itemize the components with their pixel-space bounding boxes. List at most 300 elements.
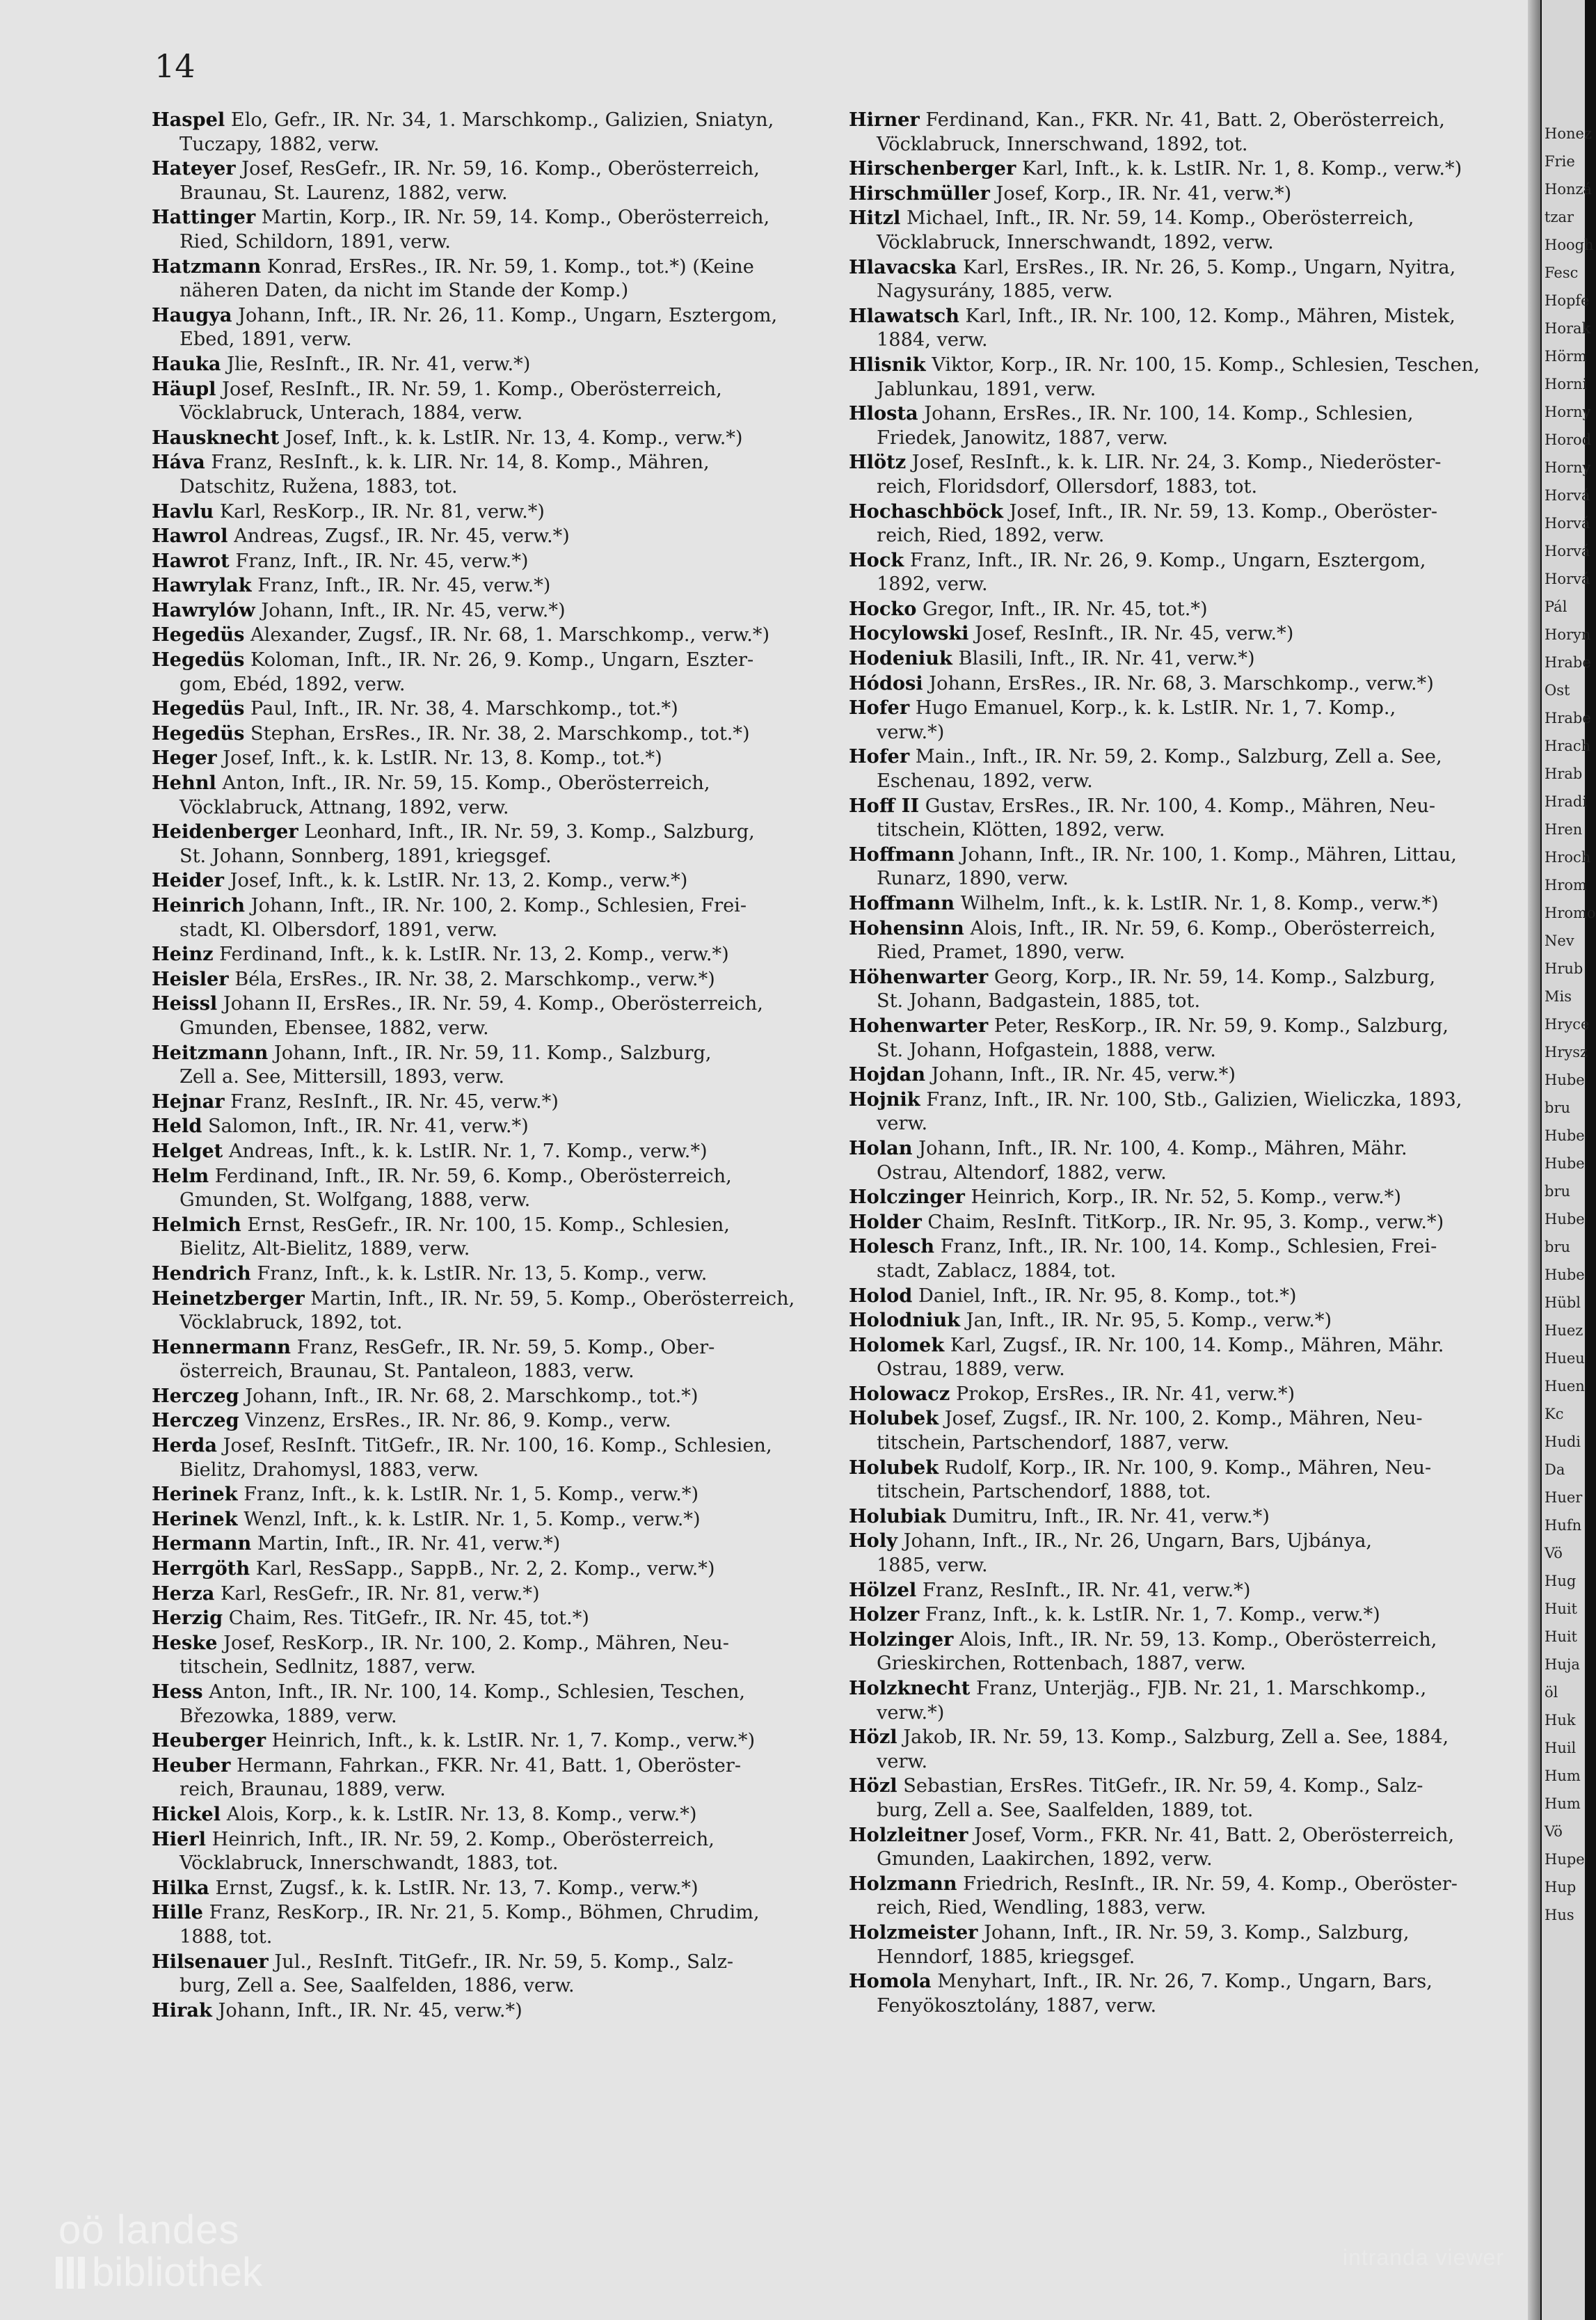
- entry-details: Gregor, Inft., IR. Nr. 45, tot.*): [916, 598, 1208, 620]
- register-entry: [152, 1384, 820, 1409]
- register-entry: [152, 1507, 820, 1532]
- register-entry: [152, 1999, 820, 2024]
- entry-surname: Holzleitner: [849, 1823, 968, 1846]
- entry-surname: Hlavacska: [849, 255, 957, 278]
- adjacent-page-fragment: Hromo: [1545, 905, 1596, 921]
- entry-surname: Hickel: [152, 1802, 221, 1825]
- register-entry: [849, 745, 1524, 793]
- entry-surname: Holy: [849, 1530, 897, 1552]
- entry-details: Rudolf, Korp., IR. Nr. 100, 9. Komp., Mähren, Neu-: [939, 1456, 1432, 1479]
- entry-details: Anton, Inft., IR. Nr. 100, 14. Komp., Schlesien, Teschen,: [202, 1681, 746, 1703]
- entry-continuation: stadt, Zablacz, 1884, tot.: [877, 1260, 1117, 1282]
- adjacent-page-fragment: Huez: [1545, 1322, 1583, 1339]
- entry-surname: Holczinger: [849, 1186, 965, 1209]
- entry-surname: Hoffmann: [849, 892, 955, 914]
- register-entry: [849, 206, 1524, 255]
- entry-details: Gustav, ErsRes., IR. Nr. 100, 4. Komp., Mähren, Neu-: [919, 795, 1436, 817]
- entry-surname: Hlosta: [849, 402, 918, 425]
- entry-surname: Hattinger: [152, 206, 256, 229]
- register-entry: [849, 182, 1524, 207]
- register-entry: [152, 1950, 820, 1999]
- entry-surname: Hierl: [152, 1827, 206, 1850]
- entry-surname: Hess: [152, 1681, 203, 1703]
- entry-details: Franz, Inft., IR. Nr. 100, 14. Komp., Schlesien, Frei-: [934, 1236, 1437, 1258]
- adjacent-page-fragment: Hube: [1545, 1266, 1585, 1283]
- adjacent-page-fragment: Huil: [1545, 1740, 1577, 1756]
- adjacent-page-fragment: Hube: [1545, 1211, 1585, 1227]
- entry-details: Franz, Inft., k. k. LstIR. Nr. 13, 5. Komp., verw.: [250, 1262, 708, 1285]
- entry-surname: Hermann: [152, 1532, 252, 1555]
- entry-surname: Hoff II: [849, 794, 920, 817]
- entry-details: Josef, ResGefr., IR. Nr. 59, 16. Komp., Oberösterreich,: [235, 158, 760, 180]
- adjacent-page-fragment: Huen: [1545, 1378, 1585, 1395]
- register-entry: [152, 868, 820, 893]
- entry-details: Friedrich, ResInft., IR. Nr. 59, 4. Komp., Oberöster-: [957, 1873, 1458, 1895]
- entry-continuation: Zell a. See, Mittersill, 1893, verw.: [179, 1066, 504, 1088]
- adjacent-page-fragment: Hup: [1545, 1879, 1577, 1896]
- entry-details: Franz, ResGefr., IR. Nr. 59, 5. Komp., Ober-: [291, 1336, 715, 1358]
- adjacent-page-fragment: Horny: [1545, 404, 1591, 420]
- register-entry: [849, 1969, 1524, 2018]
- register-entry: [152, 1262, 820, 1287]
- entry-details: Karl, ResKorp., IR. Nr. 81, verw.*): [214, 500, 545, 523]
- entry-continuation: Fenyökosztolány, 1887, verw.: [877, 1994, 1157, 2017]
- register-entry: [849, 255, 1524, 304]
- entry-continuation: gom, Ebéd, 1892, verw.: [179, 673, 406, 695]
- adjacent-page-fragment: Hrabe: [1545, 654, 1591, 671]
- entry-details: Martin, Inft., IR. Nr. 59, 5. Komp., Oberösterreich,: [304, 1287, 795, 1310]
- register-entry: [849, 1921, 1524, 1969]
- entry-surname: Hitzl: [849, 207, 901, 230]
- entry-continuation: Nagysurány, 1885, verw.: [877, 280, 1113, 303]
- adjacent-page-fragment: tzar: [1545, 209, 1574, 225]
- register-entry: [152, 303, 820, 352]
- entry-details: Ernst, ResGefr., IR. Nr. 100, 15. Komp., Schlesien,: [241, 1214, 730, 1236]
- register-entry: [849, 1872, 1524, 1921]
- register-entry: [152, 1729, 820, 1754]
- register-entry: [849, 304, 1524, 353]
- entry-surname: Hateyer: [152, 157, 236, 180]
- entry-continuation: verw.: [877, 1750, 928, 1772]
- register-entry: [152, 205, 820, 254]
- register-entry: [849, 1529, 1524, 1578]
- adjacent-page-fragment: Huk: [1545, 1712, 1576, 1729]
- entry-surname: Holzknecht: [849, 1677, 971, 1699]
- adjacent-page-fragment: Hus: [1545, 1907, 1574, 1923]
- entry-surname: Hohenwarter: [849, 1014, 989, 1037]
- register-entry: [152, 893, 820, 942]
- adjacent-page-fragment: Hudi: [1545, 1433, 1581, 1450]
- entry-details: Josef, ResKorp., IR. Nr. 100, 2. Komp., Mähren, Neu-: [217, 1632, 729, 1654]
- register-entry: [849, 1628, 1524, 1676]
- entry-details: Alexander, Zugsf., IR. Nr. 68, 1. Marschkomp., verw.*): [244, 624, 770, 646]
- adjacent-page-fragment: Horvá: [1545, 515, 1590, 532]
- entry-surname: Hohensinn: [849, 916, 964, 939]
- register-entry: [152, 1802, 820, 1827]
- adjacent-page-fragment: Da: [1545, 1461, 1565, 1478]
- entry-surname: Holan: [849, 1136, 913, 1159]
- adjacent-page-fragment: Horvá: [1545, 487, 1590, 504]
- adjacent-page-fragment: Hube: [1545, 1155, 1585, 1172]
- register-entry: [849, 1014, 1524, 1063]
- entry-continuation: Vöcklabruck, Innerschwandt, 1883, tot.: [179, 1852, 559, 1875]
- entry-surname: Herinek: [152, 1507, 238, 1530]
- adjacent-page-fragment: bru: [1545, 1183, 1571, 1200]
- adjacent-page-fragment: Horni: [1545, 376, 1588, 392]
- register-entry: [152, 500, 820, 525]
- entry-surname: Hatzmann: [152, 255, 262, 278]
- adjacent-page-fragment: Hryce: [1545, 1016, 1590, 1033]
- entry-continuation: Grieskirchen, Rottenbach, 1887, verw.: [877, 1653, 1246, 1675]
- entry-surname: Heske: [152, 1631, 218, 1654]
- entry-details: Ferdinand, Kan., FKR. Nr. 41, Batt. 2, Oberösterreich,: [919, 109, 1445, 131]
- entry-surname: Holubek: [849, 1407, 939, 1430]
- entry-surname: Heisler: [152, 967, 229, 990]
- adjacent-page-fragment: Hopfe: [1545, 292, 1590, 309]
- entry-details: Andreas, Inft., k. k. LstIR. Nr. 1, 7. Komp., verw.*): [223, 1140, 708, 1162]
- entry-surname: Heuber: [152, 1754, 231, 1777]
- entry-surname: Heider: [152, 869, 224, 892]
- entry-details: Johann, Inft., IR. Nr. 59, 3. Komp., Salzburg,: [977, 1921, 1410, 1944]
- register-entry: [849, 353, 1524, 402]
- entry-details: Georg, Korp., IR. Nr. 59, 14. Komp., Salzburg,: [988, 966, 1436, 988]
- entry-details: Karl, ErsRes., IR. Nr. 26, 5. Komp., Ungarn, Nyitra,: [957, 256, 1456, 278]
- adjacent-page-fragment: Hrub: [1545, 960, 1583, 977]
- entry-surname: Hirschenberger: [849, 157, 1016, 180]
- register-entry: [849, 1603, 1524, 1628]
- entry-surname: Hille: [152, 1901, 203, 1924]
- register-entry: [152, 450, 820, 499]
- entry-surname: Herza: [152, 1582, 215, 1605]
- entry-details: Heinrich, Korp., IR. Nr. 52, 5. Komp., verw.*): [964, 1186, 1401, 1209]
- adjacent-page-fragment: Hrysz: [1545, 1044, 1588, 1060]
- entry-details: Johann, Inft., IR. Nr. 100, 1. Komp., Mähren, Littau,: [955, 843, 1457, 866]
- register-entry: [849, 1284, 1524, 1309]
- entry-surname: Homola: [849, 1970, 932, 1993]
- register-entry: [849, 916, 1524, 965]
- entry-surname: Herczeg: [152, 1384, 239, 1407]
- entry-surname: Herczeg: [152, 1409, 239, 1432]
- adjacent-page-fragment: Hoogh: [1545, 237, 1594, 253]
- register-entry: [849, 843, 1524, 891]
- register-entry: [152, 1213, 820, 1262]
- adjacent-page-fragment: Horvá: [1545, 571, 1590, 587]
- entry-continuation: Henndorf, 1885, kriegsgef.: [877, 1946, 1135, 1968]
- page-fold-shadow: [1528, 0, 1540, 2320]
- entry-continuation: Ebed, 1891, verw.: [179, 328, 352, 351]
- entry-continuation: St. Johann, Hofgastein, 1888, verw.: [877, 1039, 1216, 1061]
- entry-surname: Holesch: [849, 1235, 935, 1258]
- entry-continuation: Vöcklabruck, Innerschwandt, 1892, verw.: [877, 231, 1274, 253]
- register-entry: [152, 1090, 820, 1115]
- register-entry: [152, 255, 820, 303]
- register-entry: [152, 426, 820, 451]
- entry-surname: Holomek: [849, 1333, 945, 1356]
- register-entry: [849, 1578, 1524, 1603]
- entry-continuation: burg, Zell a. See, Saalfelden, 1886, verw.: [179, 1975, 575, 1997]
- entry-continuation: reich, Braunau, 1889, verw.: [179, 1779, 446, 1801]
- register-entry: [152, 1114, 820, 1139]
- entry-continuation: titschein, Partschendorf, 1887, verw.: [877, 1432, 1230, 1454]
- entry-continuation: Bielitz, Alt-Bielitz, 1889, verw.: [179, 1238, 470, 1260]
- entry-details: Karl, ResSapp., SappB., Nr. 2, 2. Komp., verw.*): [250, 1558, 715, 1580]
- entry-surname: Hölzel: [849, 1578, 917, 1601]
- adjacent-page-fragment: Horyn: [1545, 626, 1591, 643]
- entry-continuation: Vöcklabruck, Attnang, 1892, verw.: [179, 796, 509, 818]
- entry-surname: Háva: [152, 451, 205, 474]
- entry-continuation: Březowka, 1889, verw.: [179, 1705, 397, 1727]
- register-entry: [849, 548, 1524, 597]
- entry-details: Franz, ResKorp., IR. Nr. 21, 5. Komp., Böhmen, Chrudim,: [202, 1902, 760, 1924]
- entry-details: Leonhard, Inft., IR. Nr. 59, 3. Komp., Salzburg,: [298, 821, 755, 843]
- entry-surname: Höhenwarter: [849, 965, 989, 988]
- entry-surname: Holder: [849, 1210, 922, 1233]
- entry-details: Karl, Zugsf., IR. Nr. 100, 14. Komp., Mähren, Mähr.: [944, 1334, 1444, 1356]
- entry-details: Anton, Inft., IR. Nr. 59, 15. Komp., Oberösterreich,: [216, 772, 710, 795]
- entry-continuation: stadt, Kl. Olbersdorf, 1891, verw.: [179, 919, 498, 941]
- entry-continuation: Runarz, 1890, verw.: [877, 868, 1069, 890]
- entry-surname: Herda: [152, 1434, 217, 1457]
- entry-details: Franz, Inft., k. k. LstIR. Nr. 1, 7. Komp., verw.*): [919, 1604, 1380, 1626]
- entry-continuation: verw.: [877, 1113, 928, 1135]
- entry-details: Josef, ResInft. TitGefr., IR. Nr. 100, 16. Komp., Schlesien,: [216, 1435, 772, 1457]
- entry-details: Alois, Korp., k. k. LstIR. Nr. 13, 8. Komp., verw.*): [221, 1803, 697, 1825]
- adjacent-page-fragment: Hrach: [1545, 738, 1591, 754]
- adjacent-page-fragment: Huja: [1545, 1656, 1580, 1673]
- register-entry: [152, 1827, 820, 1876]
- entry-details: Main., Inft., IR. Nr. 59, 2. Komp., Salzburg, Zell a. See,: [909, 746, 1442, 768]
- entry-surname: Haugya: [152, 303, 232, 326]
- entry-details: Karl, Inft., IR. Nr. 100, 12. Komp., Mähren, Mistek,: [959, 305, 1455, 327]
- entry-surname: Hojnik: [849, 1088, 920, 1111]
- entry-details: Franz, ResInft., k. k. LIR. Nr. 14, 8. Komp., Mähren,: [205, 452, 710, 474]
- entry-continuation: Vöcklabruck, Innerschwand, 1892, tot.: [877, 133, 1248, 155]
- entry-details: Josef, Vorm., FKR. Nr. 41, Batt. 2, Oberösterreich,: [968, 1824, 1455, 1846]
- register-entry: [849, 157, 1524, 182]
- register-entry: [849, 621, 1524, 646]
- entry-details: Johann, Inft., IR. Nr. 59, 11. Komp., Salzburg,: [268, 1042, 712, 1064]
- entry-details: Franz, Inft., IR. Nr. 26, 9. Komp., Ungarn, Esztergom,: [904, 549, 1426, 571]
- entry-continuation: St. Johann, Badgastein, 1885, tot.: [877, 990, 1201, 1012]
- adjacent-page-fragment: Hupe: [1545, 1851, 1585, 1868]
- entry-details: Franz, ResInft., IR. Nr. 41, verw.*): [916, 1579, 1251, 1601]
- register-entry: [849, 1333, 1524, 1382]
- entry-details: Blasili, Inft., IR. Nr. 41, verw.*): [952, 648, 1255, 670]
- entry-details: Johann, Inft., IR., Nr. 26, Ungarn, Bars, Ujbánya,: [897, 1530, 1373, 1552]
- entry-details: Sebastian, ErsRes. TitGefr., IR. Nr. 59, 4. Komp., Salz-: [897, 1775, 1423, 1797]
- entry-details: Ernst, Zugsf., k. k. LstIR. Nr. 13, 7. Komp., verw.*): [209, 1877, 699, 1899]
- entry-continuation: reich, Floridsdorf, Ollersdorf, 1883, tot.: [877, 475, 1258, 498]
- entry-surname: Herrgöth: [152, 1557, 250, 1580]
- entry-details: Johann II, ErsRes., IR. Nr. 59, 4. Komp., Oberösterreich,: [217, 993, 763, 1015]
- register-entry: [152, 352, 820, 377]
- entry-surname: Hegedüs: [152, 722, 245, 745]
- entry-details: Johann, ErsRes., IR. Nr. 100, 14. Komp., Schlesien,: [918, 403, 1414, 425]
- entry-surname: Hock: [849, 548, 904, 571]
- register-entry: [849, 891, 1524, 916]
- entry-details: Ferdinand, Inft., k. k. LstIR. Nr. 13, 2. Komp., verw.*): [213, 944, 729, 966]
- entry-continuation: Vöcklabruck, Unterach, 1884, verw.: [179, 402, 523, 424]
- register-entry: [849, 794, 1524, 843]
- entry-continuation: Bielitz, Drahomysl, 1883, verw.: [179, 1459, 479, 1481]
- adjacent-page-fragment: Vö: [1545, 1823, 1563, 1840]
- adjacent-page-fragment: Hum: [1545, 1767, 1581, 1784]
- entry-details: Johann, Inft., IR. Nr. 45, verw.*): [255, 599, 566, 621]
- entry-surname: Held: [152, 1115, 202, 1138]
- entry-details: Koloman, Inft., IR. Nr. 26, 9. Komp., Ungarn, Eszter-: [244, 649, 754, 672]
- adjacent-page-fragment: Hübl: [1545, 1294, 1581, 1311]
- entry-continuation: Tuczapy, 1882, verw.: [179, 133, 380, 155]
- register-entry: [152, 1582, 820, 1607]
- register-entry: [849, 1234, 1524, 1283]
- entry-surname: Heuberger: [152, 1729, 266, 1752]
- entry-surname: Hódosi: [849, 672, 923, 694]
- register-entry: [152, 1164, 820, 1213]
- entry-continuation: titschein, Partschendorf, 1888, tot.: [877, 1481, 1211, 1503]
- adjacent-page-fragment: bru: [1545, 1099, 1571, 1116]
- adjacent-page-edge: [1542, 0, 1596, 2320]
- adjacent-page-fragment: Hufn: [1545, 1517, 1582, 1534]
- adjacent-page-fragment: Fesc: [1545, 264, 1579, 281]
- entry-surname: Hözl: [849, 1774, 897, 1797]
- entry-details: Josef, ResInft., k. k. LIR. Nr. 24, 3. Komp., Niederöster-: [906, 452, 1442, 474]
- entry-surname: Hejnar: [152, 1090, 225, 1113]
- register-entry: [849, 500, 1524, 548]
- page-number: 14: [154, 47, 195, 85]
- adjacent-page-fragment: Hrom: [1545, 877, 1587, 893]
- entry-continuation: titschein, Sedlnitz, 1887, verw.: [179, 1656, 476, 1678]
- adjacent-page-fragment: öl: [1545, 1684, 1558, 1701]
- entry-details: Johann, ErsRes., IR. Nr. 68, 3. Marschkomp., verw.*): [923, 672, 1434, 694]
- register-entry: [849, 1063, 1524, 1088]
- entry-details: Paul, Inft., IR. Nr. 38, 4. Marschkomp., tot.*): [244, 698, 678, 720]
- register-entry: [152, 1631, 820, 1680]
- adjacent-page-fragment: Vö: [1545, 1545, 1563, 1562]
- entry-continuation: verw.*): [877, 1701, 945, 1724]
- entry-continuation: verw.*): [877, 721, 945, 743]
- entry-surname: Heissl: [152, 992, 218, 1015]
- register-entry: [152, 992, 820, 1040]
- register-entry: [152, 623, 820, 648]
- entry-details: Franz, Inft., IR. Nr. 45, verw.*): [229, 550, 529, 572]
- entry-details: Prokop, ErsRes., IR. Nr. 41, verw.*): [950, 1383, 1295, 1405]
- entry-continuation: 1892, verw.: [877, 573, 988, 596]
- register-entry: [152, 1482, 820, 1507]
- entry-surname: Häupl: [152, 377, 216, 400]
- entry-details: Salomon, Inft., IR. Nr. 41, verw.*): [202, 1115, 529, 1138]
- entry-details: Andreas, Zugsf., IR. Nr. 45, verw.*): [228, 525, 570, 548]
- entry-surname: Holzer: [849, 1603, 920, 1626]
- entry-details: Johann, Inft., IR. Nr. 45, verw.*): [212, 1999, 522, 2021]
- entry-details: Ferdinand, Inft., IR. Nr. 59, 6. Komp., Oberösterreich,: [209, 1165, 732, 1187]
- entry-continuation: Gmunden, Ebensee, 1882, verw.: [179, 1017, 489, 1039]
- entry-surname: Heger: [152, 747, 217, 770]
- entry-details: Heinrich, Inft., IR. Nr. 59, 2. Komp., Oberösterreich,: [205, 1828, 715, 1850]
- entry-details: Johann, Inft., IR. Nr. 68, 2. Marschkomp., tot.*): [239, 1385, 699, 1407]
- logo-bars-icon: [56, 2257, 85, 2289]
- register-entry: [152, 157, 820, 205]
- entry-surname: Holodniuk: [849, 1309, 960, 1332]
- adjacent-page-fragment: Frie: [1545, 153, 1575, 170]
- logo-text-line1: oö landes: [58, 2207, 240, 2253]
- adjacent-page-fragment: Hube: [1545, 1072, 1585, 1088]
- register-entry: [849, 597, 1524, 622]
- entry-surname: Hochaschböck: [849, 500, 1003, 523]
- register-entry: [152, 108, 820, 157]
- entry-surname: Hawrylak: [152, 574, 252, 597]
- entry-surname: Hegedüs: [152, 649, 245, 672]
- entry-continuation: Eschenau, 1892, verw.: [877, 770, 1093, 793]
- entry-surname: Heinz: [152, 943, 214, 966]
- entry-details: Béla, ErsRes., IR. Nr. 38, 2. Marschkomp., verw.*): [228, 968, 715, 990]
- register-entry: [849, 672, 1524, 697]
- adjacent-page-fragment: Hroch: [1545, 849, 1591, 866]
- entry-continuation: Braunau, St. Laurenz, 1882, verw.: [179, 182, 508, 204]
- adjacent-page-fragment: Honzá: [1545, 181, 1593, 198]
- entry-surname: Haspel: [152, 109, 225, 131]
- register-entry: [152, 967, 820, 992]
- entry-surname: Hehnl: [152, 772, 216, 795]
- adjacent-page-fragment: Nev: [1545, 932, 1574, 949]
- register-entry: [152, 1433, 820, 1482]
- entry-surname: Holzmann: [849, 1872, 957, 1895]
- entry-details: Wenzl, Inft., k. k. LstIR. Nr. 1, 5. Komp., verw.*): [237, 1508, 701, 1530]
- register-entry: [849, 1406, 1524, 1455]
- register-entry: [152, 1139, 820, 1164]
- entry-continuation: titschein, Klötten, 1892, verw.: [877, 819, 1165, 841]
- entry-surname: Heinrich: [152, 894, 246, 916]
- entry-details: Franz, Unterjäg., FJB. Nr. 21, 1. Marschkomp.,: [970, 1678, 1427, 1699]
- register-entry: [152, 746, 820, 771]
- entry-details: Karl, Inft., k. k. LstIR. Nr. 1, 8. Komp., verw.*): [1016, 158, 1462, 180]
- entry-continuation: Ried, Schildorn, 1891, verw.: [179, 230, 451, 253]
- entry-continuation: Gmunden, St. Wolfgang, 1888, verw.: [179, 1189, 531, 1211]
- entry-details: Dumitru, Inft., IR. Nr. 41, verw.*): [945, 1505, 1270, 1527]
- entry-details: Karl, ResGefr., IR. Nr. 81, verw.*): [214, 1582, 540, 1605]
- logo-text-line2: bibliothek: [92, 2250, 263, 2295]
- register-entry: [849, 696, 1524, 745]
- entry-details: Josef, Inft., IR. Nr. 59, 13. Komp., Oberöster-: [1003, 500, 1438, 523]
- adjacent-page-fragment: Huit: [1545, 1600, 1577, 1617]
- entry-details: Franz, Inft., k. k. LstIR. Nr. 1, 5. Komp., verw.*): [237, 1484, 699, 1506]
- entry-surname: Helmich: [152, 1213, 241, 1236]
- entry-continuation: Ried, Pramet, 1890, verw.: [877, 941, 1126, 964]
- entry-surname: Hocko: [849, 597, 917, 620]
- adjacent-page-fragment: Hradi: [1545, 793, 1588, 810]
- adjacent-page-fragment: Pál: [1545, 598, 1567, 615]
- entry-surname: Hojdan: [849, 1063, 926, 1086]
- register-entry: [849, 402, 1524, 450]
- entry-surname: Hawrot: [152, 549, 230, 572]
- adjacent-page-fragment: Ost: [1545, 682, 1570, 699]
- entry-details: Franz, Inft., IR. Nr. 45, verw.*): [251, 575, 551, 597]
- register-entry: [152, 1754, 820, 1802]
- register-entry: [152, 722, 820, 747]
- register-entry: [849, 965, 1524, 1014]
- entry-surname: Hlötz: [849, 451, 907, 474]
- entry-details: Josef, ResInft., IR. Nr. 45, verw.*): [968, 623, 1294, 645]
- register-entry: [152, 1680, 820, 1729]
- entry-details: Vinzenz, ErsRes., IR. Nr. 86, 9. Komp., verw.: [239, 1410, 671, 1432]
- register-entry: [849, 1774, 1524, 1822]
- entry-details: Josef, Zugsf., IR. Nr. 100, 2. Komp., Mähren, Neu-: [939, 1408, 1423, 1430]
- adjacent-page-fragment: Hum: [1545, 1795, 1581, 1812]
- register-entry: [152, 1557, 820, 1582]
- entry-details: Josef, Inft., k. k. LstIR. Nr. 13, 8. Komp., tot.*): [216, 747, 662, 770]
- register-entry: [849, 1088, 1524, 1136]
- adjacent-page-fragment: Horak: [1545, 320, 1591, 337]
- left-column: [152, 108, 820, 2023]
